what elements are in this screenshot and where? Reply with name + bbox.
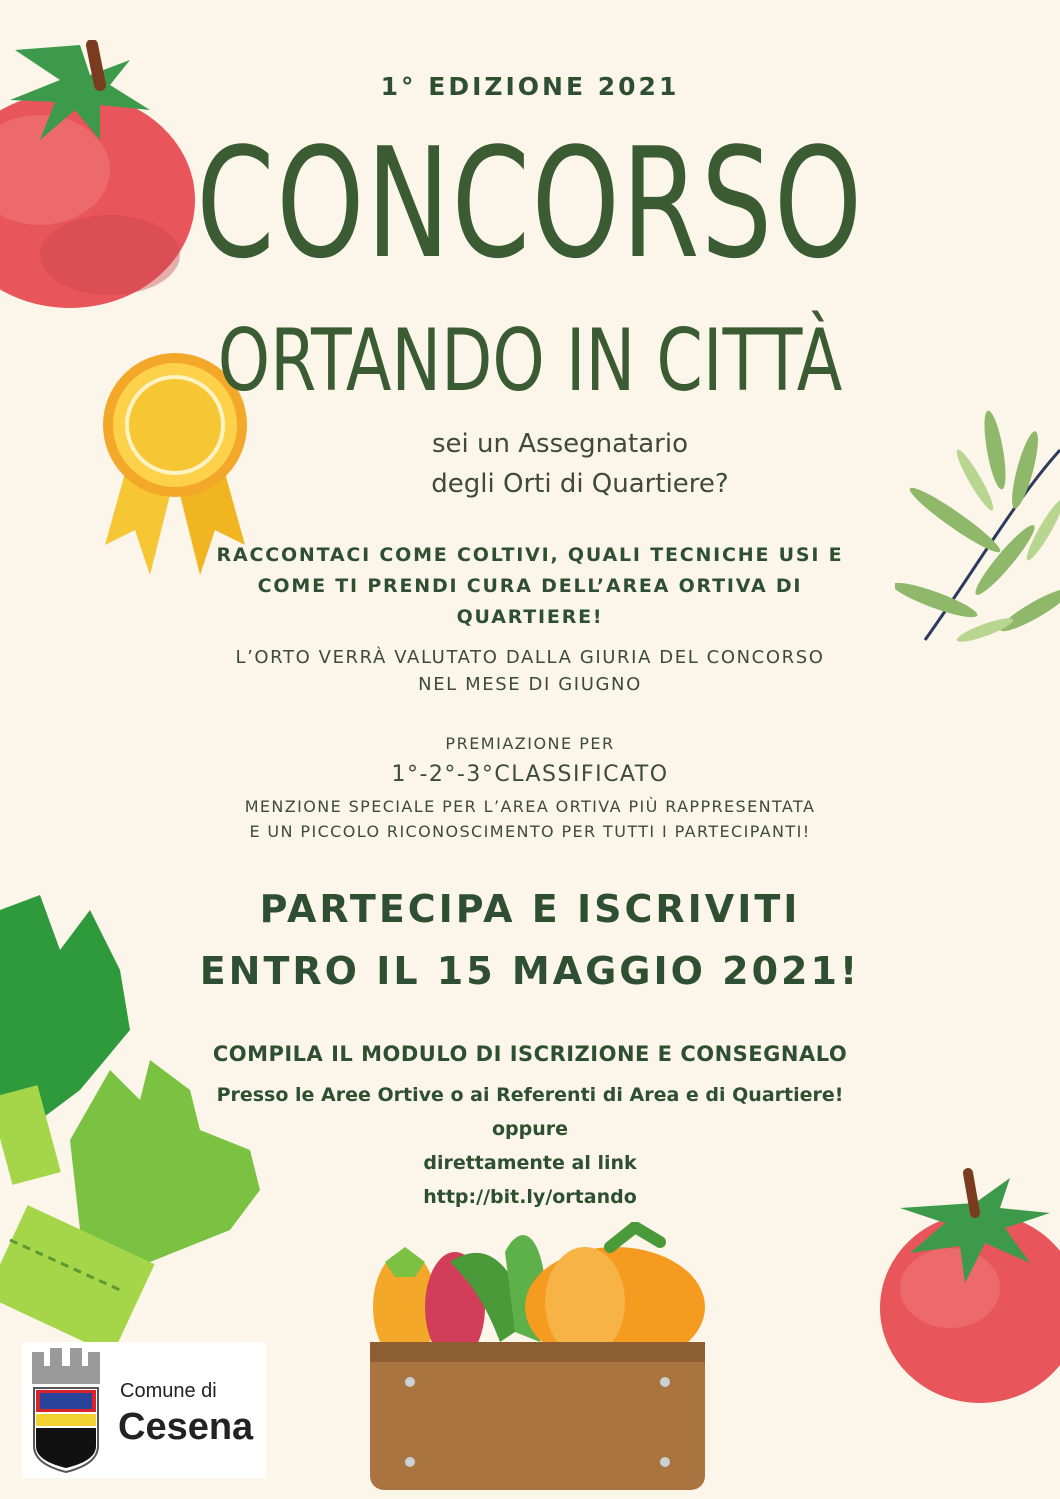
call-to-action <box>150 540 910 633</box>
form-heading: COMPILA IL MODULO DI ISCRIZIONE E CONSEGNALO <box>212 1042 848 1066</box>
logo-line-1: Comune di <box>120 1380 217 1402</box>
coat-of-arms-icon <box>26 1346 106 1474</box>
deadline-line: ENTRO IL 15 MAGGIO 2021! <box>199 949 861 993</box>
deadline-banner <box>0 878 1060 1002</box>
form-instructions <box>0 1078 1060 1214</box>
evaluation-line: L’ORTO VERRÀ VALUTATO DALLA GIURIA DEL CONCORSO <box>235 647 825 668</box>
edition-label: 1° EDIZIONE 2021 <box>380 72 680 101</box>
form-line: Presso le Aree Ortive o ai Referenti di Area e di Quartiere! <box>216 1084 844 1106</box>
logo-line-2: Cesena <box>118 1406 254 1448</box>
vegetable-crate-icon <box>370 1222 705 1490</box>
prize-heading: PREMIAZIONE PER <box>445 734 615 753</box>
cta-line: COME TI PRENDI CURA DELL’AREA ORTIVA DI <box>257 575 803 597</box>
contest-name: ORTANDO IN CITTÀ <box>217 311 843 411</box>
prize-ranking: 1°-2°-3°CLASSIFICATO <box>391 762 669 787</box>
question-line-2: degli Orti di Quartiere? <box>431 469 729 499</box>
municipality-logo <box>22 1342 266 1478</box>
form-line: direttamente al link <box>423 1152 637 1174</box>
prize-line: MENZIONE SPECIALE PER L’AREA ORTIVA PIÙ RAPPRESENTATA <box>244 797 816 816</box>
question-line-1: sei un Assegnatario <box>432 429 688 459</box>
evaluation-text <box>150 644 910 698</box>
page-title: CONCORSO <box>196 115 864 292</box>
cta-line: RACCONTACI COME COLTIVI, QUALI TECNICHE USI E <box>216 544 844 566</box>
form-link[interactable]: http://bit.ly/ortando <box>423 1186 637 1208</box>
form-line: oppure <box>491 1118 569 1140</box>
deadline-line: PARTECIPA E ISCRIVITI <box>259 887 801 931</box>
evaluation-line: NEL MESE DI GIUGNO <box>418 674 642 695</box>
prize-details <box>0 794 1060 844</box>
question-text <box>0 424 1060 504</box>
cta-line: QUARTIERE! <box>456 606 604 628</box>
prize-line: E UN PICCOLO RICONOSCIMENTO PER TUTTI I PARTECIPANTI! <box>249 822 811 841</box>
